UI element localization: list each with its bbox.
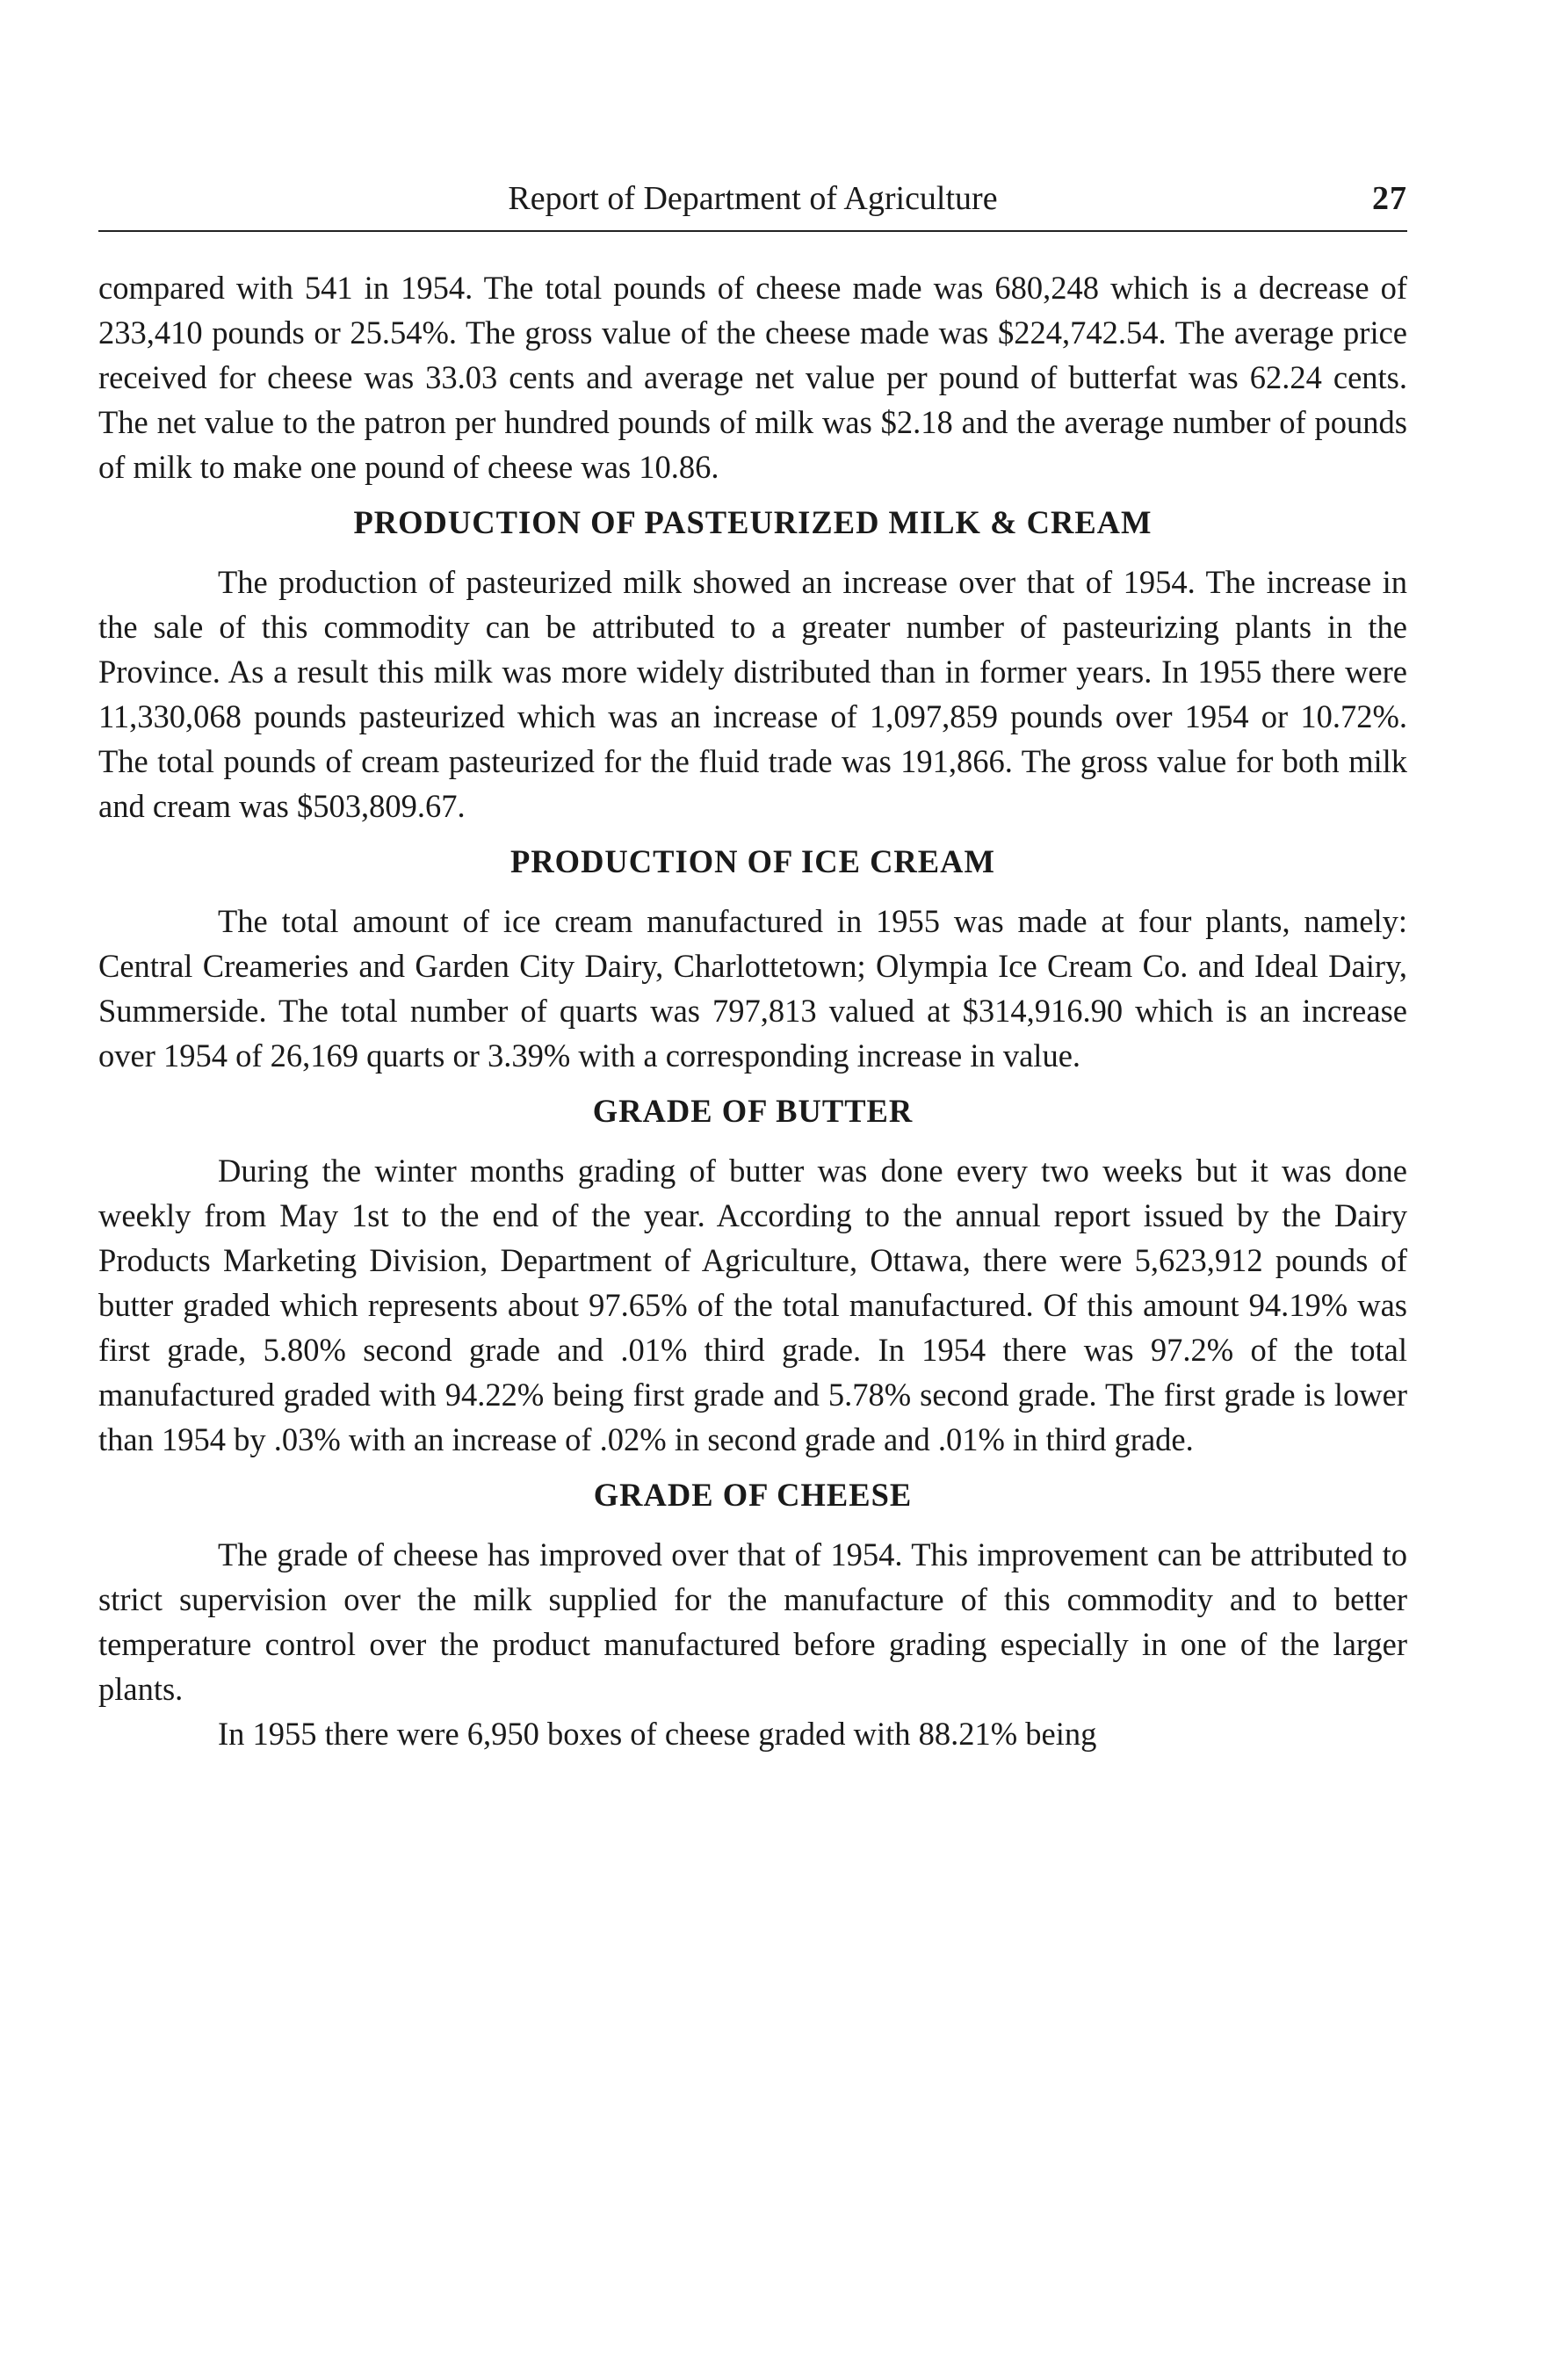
paragraph-grade-of-butter: During the winter months grading of butter was done every two weeks but it was done weekly from May 1st to the end of the year. According to the annual report issued by the Dairy Products Marketing Division, Department of Agriculture, Ottawa, there were 5,623,912 pounds of butter graded which represents about 97.65% of the total manufactured. Of this amount 94.19% was first grade, 5.80% second grade and .01% third grade. In 1954 there was 97.2% of the total manufactured graded with 94.22% being first grade and 5.78% second grade. The first grade is lower than 1954 by .03% with an increase of .02% in second grade and .01% in third grade.	[98, 1153, 1407, 1457]
paragraph-pasteurized-milk-cream: The production of pasteurized milk showed an increase over that of 1954. The increase in the sale of this commodity can be attributed to a greater number of pasteurizing plants in the Province. As a result this milk was more widely distributed than in former years. In 1955 there were 11,330,068 pounds pasteurized which was an increase of 1,097,859 pounds over 1954 or 10.72%. The total pounds of cream pasteurized for the fluid trade was 191,866. The gross value for both milk and cream was $503,809.67.	[98, 564, 1407, 824]
running-header	[98, 172, 1407, 225]
page-number: 27	[1372, 180, 1407, 217]
report-title: Report of Department of Agriculture	[508, 180, 998, 217]
continuation-paragraph: compared with 541 in 1954. The total pounds of cheese made was 680,248 which is a decrease of 233,410 pounds or 25.54%. The gross value of the cheese made was $224,742.54. The average price received for cheese was 33.03 cents and average net value per pound of butterfat was 62.24 cents. The net value to the patron per hundred pounds of milk was $2.18 and the average number of pounds of milk to make one pound of cheese was 10.86.	[98, 270, 1407, 485]
header-rule	[98, 230, 1407, 232]
body-text	[98, 265, 1407, 1756]
heading-pasteurized-milk-cream: PRODUCTION OF PASTEURIZED MILK & CREAM	[353, 504, 1153, 540]
paragraph-grade-of-cheese: The grade of cheese has improved over that of 1954. This improvement can be attributed to strict supervision over the milk supplied for the manufacture of this commodity and to better temperature control over the product manufactured before grading especially in one of the larger plants.	[98, 1536, 1407, 1707]
paragraph-cheese-boxes-graded: In 1955 there were 6,950 boxes of cheese graded with 88.21% being	[218, 1716, 1097, 1752]
heading-grade-of-butter: GRADE OF BUTTER	[592, 1093, 914, 1129]
heading-ice-cream: PRODUCTION OF ICE CREAM	[510, 843, 995, 879]
paragraph-ice-cream: The total amount of ice cream manufactured in 1955 was made at four plants, namely: Central Creameries and Garden City Dairy, Charlottetown; Olympia Ice Cream Co. and Ideal Dairy, Summerside. The total number of quarts was 797,813 valued at $314,916.90 which is an increase over 1954 of 26,169 quarts or 3.39% with a corresponding increase in value.	[98, 903, 1407, 1074]
heading-grade-of-cheese: GRADE OF CHEESE	[593, 1477, 913, 1513]
